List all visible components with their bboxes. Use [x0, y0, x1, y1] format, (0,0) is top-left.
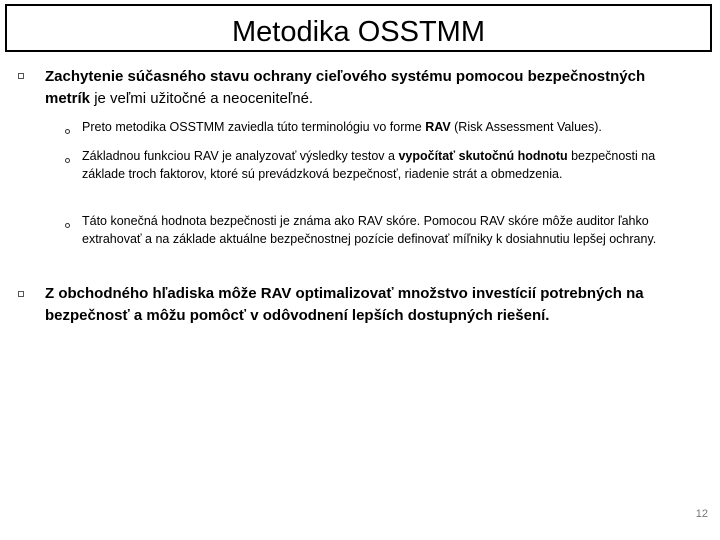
sub-3-text: Táto konečná hodnota bezpečnosti je známa ako RAV skóre. Pomocou RAV skóre môže auditor ľahko extrahovať a na základe aktuálne bezpečnostnej pozície definovať míľniky k dosiahnutiu lepšej ochrany.	[82, 214, 657, 246]
sub-1-rest: (Risk Assessment Values).	[450, 120, 602, 134]
circle-bullet-icon	[65, 129, 70, 134]
square-bullet-icon	[18, 73, 24, 79]
square-bullet-icon	[18, 291, 24, 297]
sub-1-text: Preto metodika OSSTMM zaviedla túto terminológiu vo forme	[82, 120, 426, 134]
bullet-1-rest: je veľmi užitočné a neoceniteľné.	[90, 90, 314, 107]
bullet-1-bold: Zachytenie súčasného stavu ochrany cieľového systému pomocou bezpečnostných metrík	[45, 68, 646, 107]
circle-bullet-icon	[65, 158, 70, 163]
sub-bullet-item-1	[82, 118, 692, 136]
circle-bullet-icon	[65, 223, 70, 228]
sub-bullet-item-2	[82, 147, 692, 183]
bullet-item-1	[45, 66, 685, 110]
bullet-2-text: Z obchodného hľadiska môže RAV optimalizovať množstvo investícií potrebných na bezpečnosť a môžu pomôcť v odôvodnení lepších dostupných riešení.	[45, 285, 644, 324]
sub-2-rest: bezpečnosti na základe troch faktorov, ktoré sú prevádzková bezpečnosť, riadenie strát a obmedzenia.	[82, 149, 656, 181]
page-number: 12	[695, 508, 708, 520]
sub-bullet-item-3	[82, 212, 692, 248]
title-box	[5, 4, 712, 52]
bullet-item-2	[45, 283, 685, 327]
sub-2-bold: vypočítať skutočnú hodnotu	[398, 149, 568, 163]
sub-1-bold: RAV	[425, 120, 451, 134]
slide-title: Metodika OSSTMM	[232, 16, 485, 48]
sub-2-text: Základnou funkciou RAV je analyzovať výsledky testov a	[82, 149, 399, 163]
